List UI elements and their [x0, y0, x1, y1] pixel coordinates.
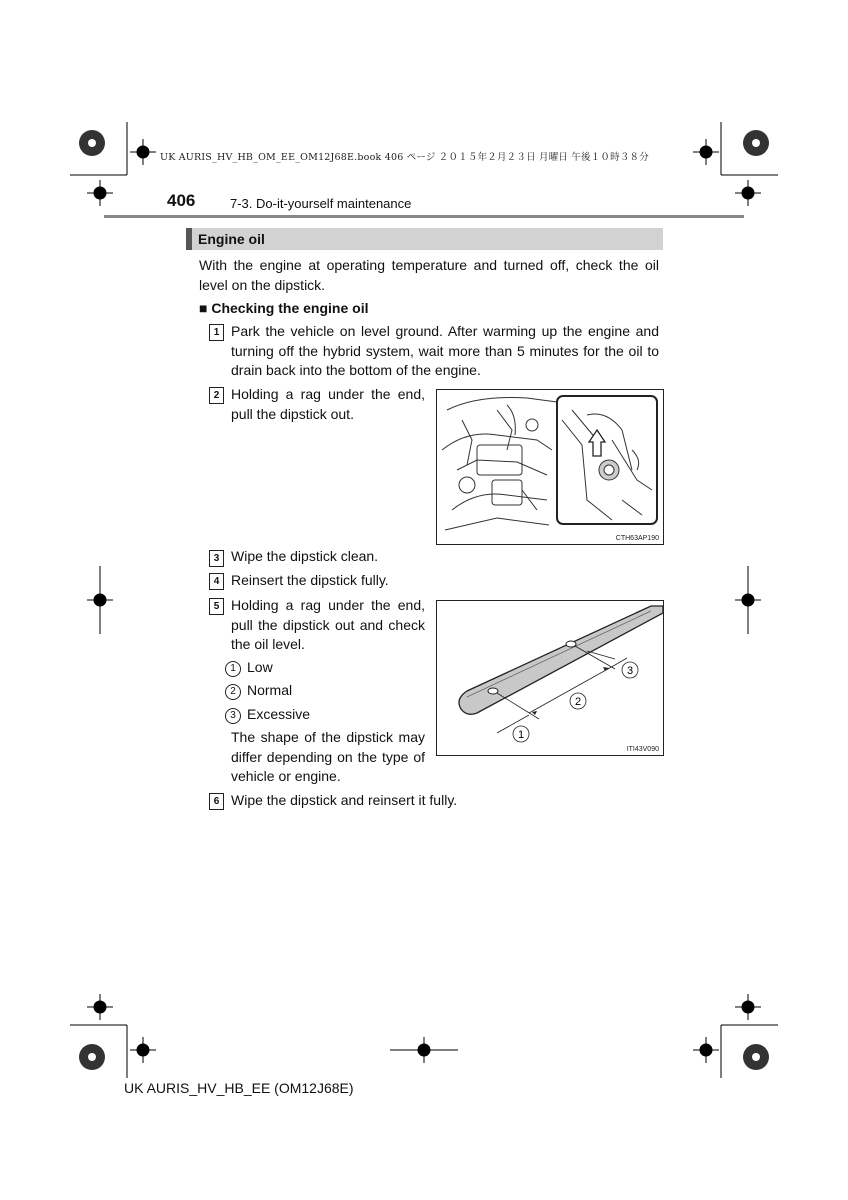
step-2-text: Holding a rag under the end, pull the dipstick out. [231, 386, 425, 422]
step-3-number: 3 [209, 550, 224, 567]
step-6-text: Wipe the dipstick and reinsert it fully. [231, 792, 458, 808]
level-2-number: 2 [225, 684, 241, 700]
svg-text:2: 2 [574, 696, 582, 708]
dipstick-illustration [437, 601, 663, 755]
level-3-number: 3 [225, 708, 241, 724]
step-5-text: Holding a rag under the end, pull the dipstick out and check the oil level. [231, 597, 425, 652]
engine-bay-illustration [437, 390, 663, 544]
footer-code: UK AURIS_HV_HB_EE (OM12J68E) [124, 1080, 354, 1096]
engine-bay-figure [436, 389, 664, 545]
step-6-number: 6 [209, 793, 224, 810]
dipstick-callout-3 [622, 662, 638, 678]
page-number: 406 [167, 191, 196, 210]
step-5-number: 5 [209, 598, 224, 615]
level-1-number: 1 [225, 661, 241, 677]
step-1-text: Park the vehicle on level ground. After warming up the engine and turning off the hybrid system, wait more than 5 minutes for the oil to drain back into the bottom of the engine. [231, 323, 659, 378]
dipstick-figure-code: ITI43V090 [626, 746, 659, 753]
dipstick-note: The shape of the dipstick may differ depending on the type of vehicle or engine. [231, 729, 425, 784]
section-title: 7-3. Do-it-yourself maintenance [230, 196, 412, 211]
level-3-label: Excessive [247, 706, 311, 722]
level-1-label: Low [247, 659, 273, 675]
svg-text:3: 3 [626, 665, 634, 677]
engine-figure-code: CTH63AP190 [615, 535, 659, 542]
step-2-number: 2 [209, 387, 224, 404]
print-info: UK AURIS_HV_HB_OM_EE_OM12J68E.book 406 ページ ２０１５年２月２３日 月曜日 午後１０時３８分 [160, 152, 649, 163]
subheading: ■ Checking the engine oil [199, 300, 369, 316]
intro-text: With the engine at operating temperature and turned off, check the oil level on the dipstick. [199, 257, 659, 293]
dipstick-callout-1 [513, 726, 529, 742]
step-3-text: Wipe the dipstick clean. [231, 548, 379, 564]
step-4-text: Reinsert the dipstick fully. [231, 572, 389, 588]
heading-title: Engine oil [198, 231, 265, 247]
svg-text:1: 1 [517, 729, 525, 741]
header-rule [104, 215, 744, 218]
dipstick-figure [436, 600, 664, 756]
level-2-label: Normal [247, 682, 293, 698]
dipstick-callout-2 [570, 693, 586, 709]
heading-bar [186, 228, 663, 250]
step-4-number: 4 [209, 573, 224, 590]
step-1-number: 1 [209, 324, 224, 341]
